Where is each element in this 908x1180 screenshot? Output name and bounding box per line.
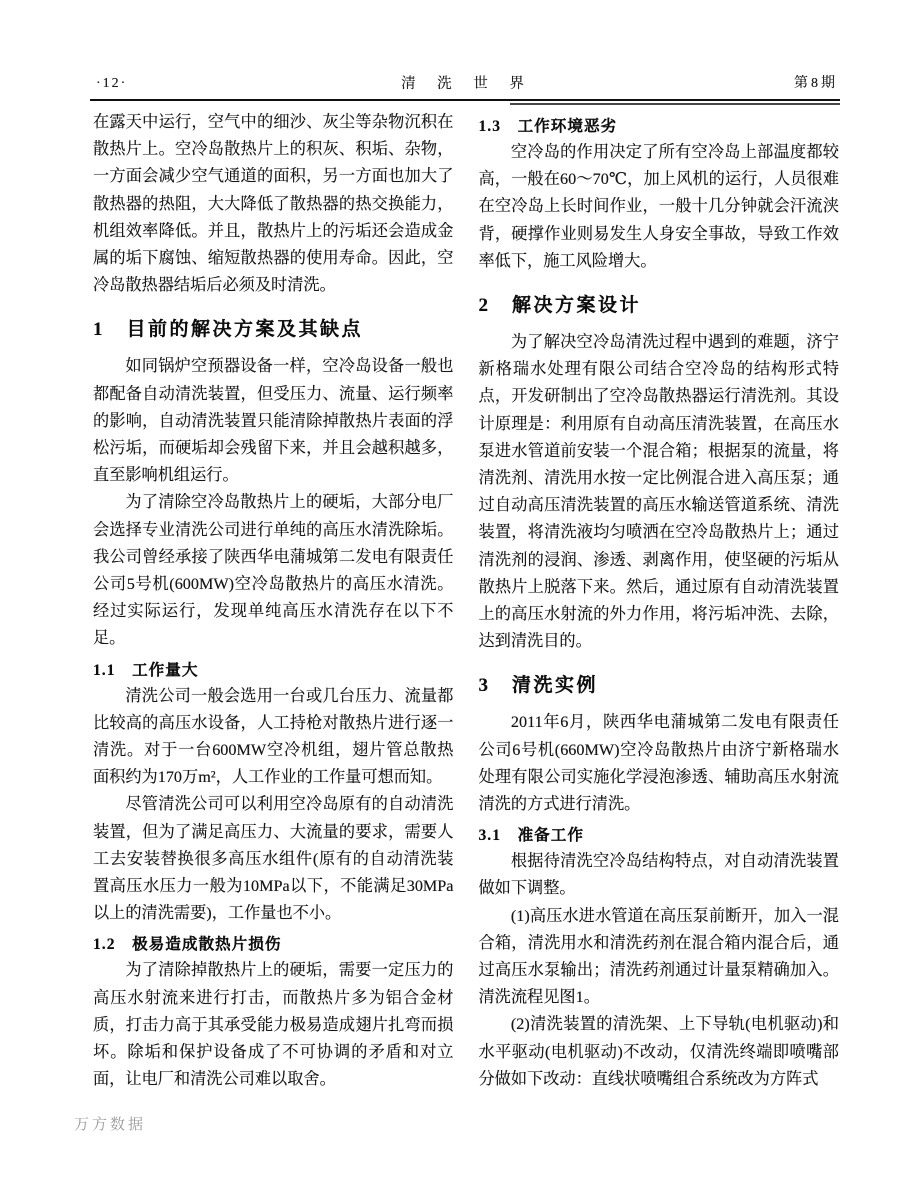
page-number: ·12·	[96, 76, 128, 91]
section-3-1-heading: 3.1 准备工作	[478, 827, 584, 845]
paragraph: 清洗公司一般会选用一台或几台压力、流量都比较高的高压水设备，人工持枪对散热片进行逐一清洗。对于一台600MW空冷机组，翅片管总散热面积约为170万m²，人工作业的工作量可想而知。	[93, 686, 454, 787]
paragraph: (1)高压水进水管道在高压泵前断开，加入一混合箱，清洗用水和清洗药剂在混合箱内混合后，通过高压水泵输出；清洗药剂通过计量泵精确加入。清洗流程见图1。	[478, 906, 839, 1007]
section-1-3-heading: 1.3 工作环境恶劣	[478, 118, 618, 135]
section-2-heading: 2 解决方案设计	[478, 295, 642, 317]
article-body	[93, 109, 839, 1094]
right-column	[479, 109, 840, 1094]
paragraph: 如同锅炉空预器设备一样，空冷岛设备一般也都配备自动清洗装置，但受压力、流量、运行频率的影响，自动清洗装置只能清除掉散热片表面的浮松污垢，而硬垢却会残留下来，并且会越积越多，直至影响机组运行。	[93, 357, 454, 485]
paragraph: 为了解决空冷岛清洗过程中遇到的难题，济宁新格瑞水处理有限公司结合空冷岛的结构形式特点，开发研制出了空冷岛散热器运行清洗剂。其设计原理是：利用原有自动高压清洗装置，在高压水泵进水管道前安装一个混合箱；根据泵的流量，将清洗剂、清洗用水按一定比例混合进入高压泵；通过自动高压清洗装置的高压水输送管道系统、清洗装置，将清洗液均匀喷洒在空冷岛散热片上；通过清洗剂的浸润、渗透、剥离作用，使坚硬的污垢从散热片上脱落下来。然后，通过原有自动清洗装置上的高压水射流的外力作用，将污垢冲洗、去除，达到清洗目的。	[478, 333, 839, 651]
paragraph: 尽管清洗公司可以利用空冷岛原有的自动清洗装置，但为了满足高压力、大流量的要求，需要人工去安装替换很多高压水组件(原有的自动清洗装置高压水压力一般为10MPa以下，不能满足30MPa以上的清洗需要)，工作量也不小。	[93, 795, 454, 923]
paragraph: 2011年6月，陕西华电蒲城第二发电有限责任公司6号机(660MW)空冷岛散热片由济宁新格瑞水处理有限公司实施化学浸泡渗透、辅助高压水射流清洗的方式进行清洗。	[478, 713, 839, 814]
wanfang-watermark: 万方数据	[74, 1117, 147, 1133]
paragraph: (2)清洗装置的清洗架、上下导轨(电机驱动)和水平驱动(电机驱动)不改动，仅清洗终端即喷嘴部分做如下改动：直线状喷嘴组合系统改为方阵式	[478, 1015, 839, 1088]
journal-title: 清 洗 世 界	[401, 76, 533, 92]
paragraph: 为了清除掉散热片上的硬垢，需要一定压力的高压水射流来进行打击，而散热片多为铝合金材质，打击力高于其承受能力极易造成翅片扎弯而损坏。除垢和保护设备成了不可协调的矛盾和对立面，让电厂和清洗公司难以取舍。	[93, 961, 454, 1089]
left-column	[93, 109, 454, 1094]
page-header	[96, 72, 838, 92]
header-rule-artifact	[510, 103, 840, 105]
section-1-1-heading: 1.1 工作量大	[93, 661, 199, 679]
paragraph: 空冷岛的作用决定了所有空冷岛上部温度都较高，一般在60～70℃，加上风机的运行，人员很难在空冷岛上长时间作业，一般十几分钟就会汗流浃背，硬撑作业则易发生人身安全事故，导致工作效率低下，施工风险增大。	[478, 143, 839, 270]
issue-number: 第8期	[794, 76, 838, 91]
paragraph-continuation: 在露天中运行，空气中的细沙、灰尘等杂物沉积在散热片上。空冷岛散热片上的积灰、积垢、杂物，一方面会减少空气通道的面积，另一方面也加大了散热器的热阻，大大降低了散热器的热交换能力，机组效率降低。并且，散热片上的污垢还会造成金属的垢下腐蚀、缩短散热器的使用寿命。因此，空冷岛散热器结垢后必须及时清洗。	[93, 113, 454, 295]
section-1-heading: 1 目前的解决方案及其缺点	[93, 319, 364, 341]
paragraph: 根据待清洗空冷岛结构特点，对自动清洗装置做如下调整。	[478, 852, 839, 898]
section-1-2-heading: 1.2 极易造成散热片损伤	[93, 936, 282, 954]
paragraph: 为了清除空冷岛散热片上的硬垢，大部分电厂会选择专业清洗公司进行单纯的高压水清洗除垢。我公司曾经承接了陕西华电蒲城第二发电有限责任公司5号机(600MW)空冷岛散热片的高压水清洗。经过实际运行，发现单纯高压水清洗存在以下不足。	[93, 493, 454, 648]
section-3-heading: 3 清洗实例	[478, 675, 599, 697]
header-rule	[90, 99, 840, 101]
